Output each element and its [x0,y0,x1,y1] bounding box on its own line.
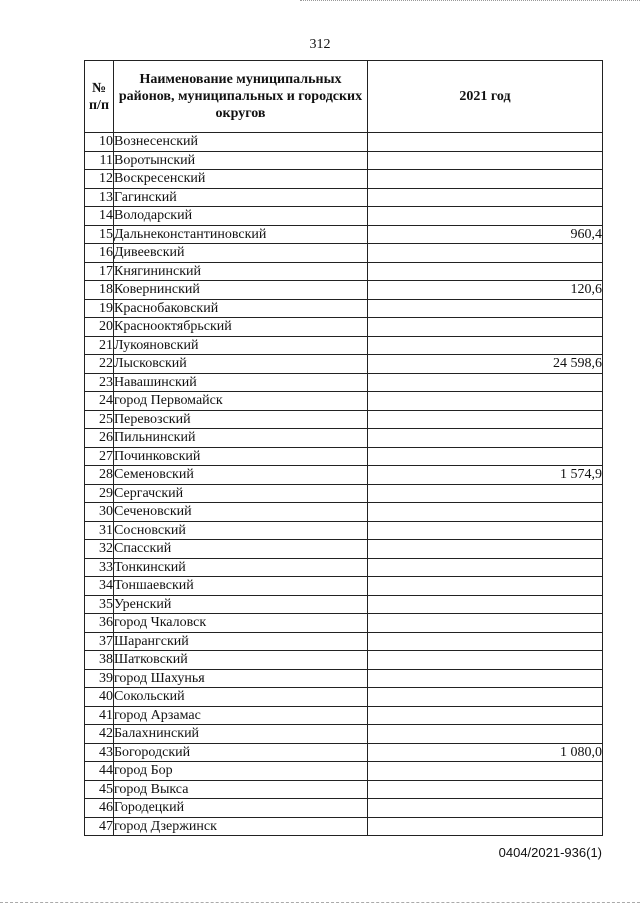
row-value [368,688,603,707]
table-row [85,429,603,448]
row-value [368,762,603,781]
row-value [368,373,603,392]
row-value [368,151,603,170]
row-number: 13 [85,188,114,207]
table-row [85,540,603,559]
table-row [85,207,603,226]
row-name: Починковский [114,447,368,466]
table-row [85,151,603,170]
row-value [368,133,603,152]
row-name: Лысковский [114,355,368,374]
row-value: 24 598,6 [368,355,603,374]
row-number: 40 [85,688,114,707]
row-value [368,817,603,836]
row-name: Воротынский [114,151,368,170]
table-row [85,355,603,374]
table-row [85,799,603,818]
row-value: 1 574,9 [368,466,603,485]
row-number: 24 [85,392,114,411]
row-number: 47 [85,817,114,836]
row-value [368,262,603,281]
table-row [85,743,603,762]
row-number: 41 [85,706,114,725]
row-name: Тоншаевский [114,577,368,596]
row-value [368,540,603,559]
table-row [85,577,603,596]
row-name: Семеновский [114,466,368,485]
row-number: 30 [85,503,114,522]
row-name: Сосновский [114,521,368,540]
row-name: Княгининский [114,262,368,281]
table-header-row [85,61,603,133]
row-number: 34 [85,577,114,596]
row-value [368,188,603,207]
row-number: 18 [85,281,114,300]
row-number: 39 [85,669,114,688]
row-name: Сергачский [114,484,368,503]
row-value [368,447,603,466]
row-name: город Чкаловск [114,614,368,633]
row-name: город Арзамас [114,706,368,725]
row-number: 31 [85,521,114,540]
table-row [85,336,603,355]
row-value [368,170,603,189]
table-body [85,133,603,836]
row-number: 28 [85,466,114,485]
row-name: Краснобаковский [114,299,368,318]
row-name: Володарский [114,207,368,226]
row-value [368,669,603,688]
row-value [368,651,603,670]
row-number: 25 [85,410,114,429]
row-value [368,706,603,725]
table-row [85,632,603,651]
row-number: 19 [85,299,114,318]
table-row [85,244,603,263]
row-value [368,558,603,577]
row-number: 14 [85,207,114,226]
row-name: Воскресенский [114,170,368,189]
row-value: 1 080,0 [368,743,603,762]
table-row [85,614,603,633]
table-row [85,447,603,466]
row-value [368,799,603,818]
page-number: 312 [309,37,331,52]
row-number: 33 [85,558,114,577]
table-row [85,188,603,207]
table-row [85,780,603,799]
row-value [368,207,603,226]
row-number: 22 [85,355,114,374]
table-row [85,466,603,485]
row-number: 45 [85,780,114,799]
row-name: город Шахунья [114,669,368,688]
table-row [85,484,603,503]
header-number: № п/п [85,61,114,133]
row-value [368,484,603,503]
row-name: Перевозский [114,410,368,429]
row-name: Ковернинский [114,281,368,300]
row-number: 17 [85,262,114,281]
row-name: Городецкий [114,799,368,818]
row-name: Уренский [114,595,368,614]
row-value [368,614,603,633]
row-number: 29 [85,484,114,503]
row-name: Шарангский [114,632,368,651]
table-row [85,299,603,318]
row-number: 36 [85,614,114,633]
row-name: город Первомайск [114,392,368,411]
row-number: 37 [85,632,114,651]
table-row [85,688,603,707]
row-number: 42 [85,725,114,744]
row-value [368,577,603,596]
row-name: Краснооктябрьский [114,318,368,337]
municipal-table [84,60,603,836]
row-name: Богородский [114,743,368,762]
row-name: Тонкинский [114,558,368,577]
row-name: Дивеевский [114,244,368,263]
table-row [85,392,603,411]
table-row [85,558,603,577]
header-year: 2021 год [368,61,603,133]
row-number: 35 [85,595,114,614]
table-row [85,170,603,189]
row-number: 43 [85,743,114,762]
row-value [368,336,603,355]
row-number: 20 [85,318,114,337]
row-number: 12 [85,170,114,189]
table-row [85,521,603,540]
row-value [368,521,603,540]
row-name: Спасский [114,540,368,559]
row-number: 10 [85,133,114,152]
row-number: 32 [85,540,114,559]
row-value [368,429,603,448]
table-row [85,373,603,392]
table-row [85,706,603,725]
row-value [368,299,603,318]
row-value [368,725,603,744]
table-row [85,669,603,688]
row-number: 38 [85,651,114,670]
table-row [85,762,603,781]
row-value [368,503,603,522]
row-name: Пильнинский [114,429,368,448]
row-name: Навашинский [114,373,368,392]
row-value [368,410,603,429]
row-name: город Выкса [114,780,368,799]
header-name: Наименование муниципальных районов, муниципальных и городских округов [114,61,368,133]
row-number: 27 [85,447,114,466]
row-number: 23 [85,373,114,392]
row-value [368,780,603,799]
document-code: 0404/2021-936(1) [498,845,602,860]
row-number: 44 [85,762,114,781]
table-row [85,410,603,429]
row-name: Сеченовский [114,503,368,522]
row-name: город Дзержинск [114,817,368,836]
scan-top-edge [300,0,640,3]
row-number: 21 [85,336,114,355]
table-row [85,725,603,744]
row-number: 26 [85,429,114,448]
table-row [85,651,603,670]
row-name: Дальнеконстантиновский [114,225,368,244]
row-name: Шатковский [114,651,368,670]
table-row [85,281,603,300]
row-number: 16 [85,244,114,263]
row-value [368,244,603,263]
table-row [85,817,603,836]
row-name: Вознесенский [114,133,368,152]
scan-bottom-edge [0,900,640,903]
table-row [85,262,603,281]
row-value: 120,6 [368,281,603,300]
row-name: Гагинский [114,188,368,207]
table-row [85,133,603,152]
row-value: 960,4 [368,225,603,244]
row-name: Балахнинский [114,725,368,744]
row-number: 11 [85,151,114,170]
table-row [85,595,603,614]
table-row [85,318,603,337]
row-value [368,318,603,337]
row-value [368,392,603,411]
row-number: 46 [85,799,114,818]
row-name: Сокольский [114,688,368,707]
row-number: 15 [85,225,114,244]
row-name: Лукояновский [114,336,368,355]
table-row [85,225,603,244]
row-value [368,632,603,651]
row-value [368,595,603,614]
row-name: город Бор [114,762,368,781]
table-row [85,503,603,522]
